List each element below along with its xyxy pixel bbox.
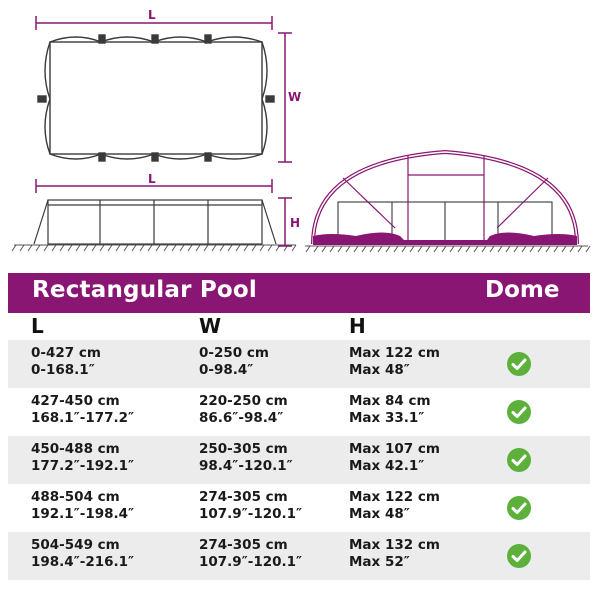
table-row — [8, 388, 590, 436]
column-header-height: H — [349, 314, 366, 338]
height-cell: Max 122 cm Max 48″ — [349, 489, 440, 522]
pool-top-view — [38, 35, 274, 161]
check-circle-icon — [506, 447, 532, 473]
ground-hatch-right — [305, 246, 590, 252]
table-row — [8, 484, 590, 532]
height-cell: Max 84 cm Max 33.1″ — [349, 393, 431, 426]
width-cell: 220-250 cm 86.6″-98.4″ — [199, 393, 288, 426]
table-header-band — [8, 273, 590, 313]
width-cell: 250-305 cm 98.4″-120.1″ — [199, 441, 293, 474]
check-circle-icon — [506, 351, 532, 377]
width-cell: 0-250 cm 0-98.4″ — [199, 345, 269, 378]
width-cell: 274-305 cm 107.9″-120.1″ — [199, 537, 303, 570]
column-header-width: W — [199, 314, 222, 338]
length-cell: 0-427 cm 0-168.1″ — [31, 345, 101, 378]
check-circle-icon — [506, 399, 532, 425]
length-cell: 504-549 cm 198.4″-216.1″ — [31, 537, 135, 570]
table-title: Rectangular Pool — [32, 277, 257, 303]
height-cell: Max 122 cm Max 48″ — [349, 345, 440, 378]
length-cell: 450-488 cm 177.2″-192.1″ — [31, 441, 135, 474]
length-cell: 427-450 cm 168.1″-177.2″ — [31, 393, 135, 426]
side-view-height-label: H — [290, 216, 301, 230]
column-headers — [0, 314, 600, 340]
dome-cover-illustration — [313, 152, 577, 245]
pool-dimension-diagram — [0, 0, 600, 262]
length-cell: 488-504 cm 192.1″-198.4″ — [31, 489, 135, 522]
top-view-width-label: W — [288, 90, 302, 104]
side-view-length-label: L — [148, 172, 156, 186]
table-row — [8, 340, 590, 388]
size-table — [8, 340, 590, 580]
height-cell: Max 107 cm Max 42.1″ — [349, 441, 440, 474]
dome-column-title: Dome — [485, 277, 560, 303]
column-header-length: L — [31, 314, 44, 338]
pool-side-view — [34, 200, 276, 244]
table-row — [8, 532, 590, 580]
width-cell: 274-305 cm 107.9″-120.1″ — [199, 489, 303, 522]
check-circle-icon — [506, 543, 532, 569]
top-view-length-label: L — [148, 8, 156, 22]
height-cell: Max 132 cm Max 52″ — [349, 537, 440, 570]
check-circle-icon — [506, 495, 532, 521]
table-row — [8, 436, 590, 484]
ground-hatch-left — [12, 245, 296, 251]
